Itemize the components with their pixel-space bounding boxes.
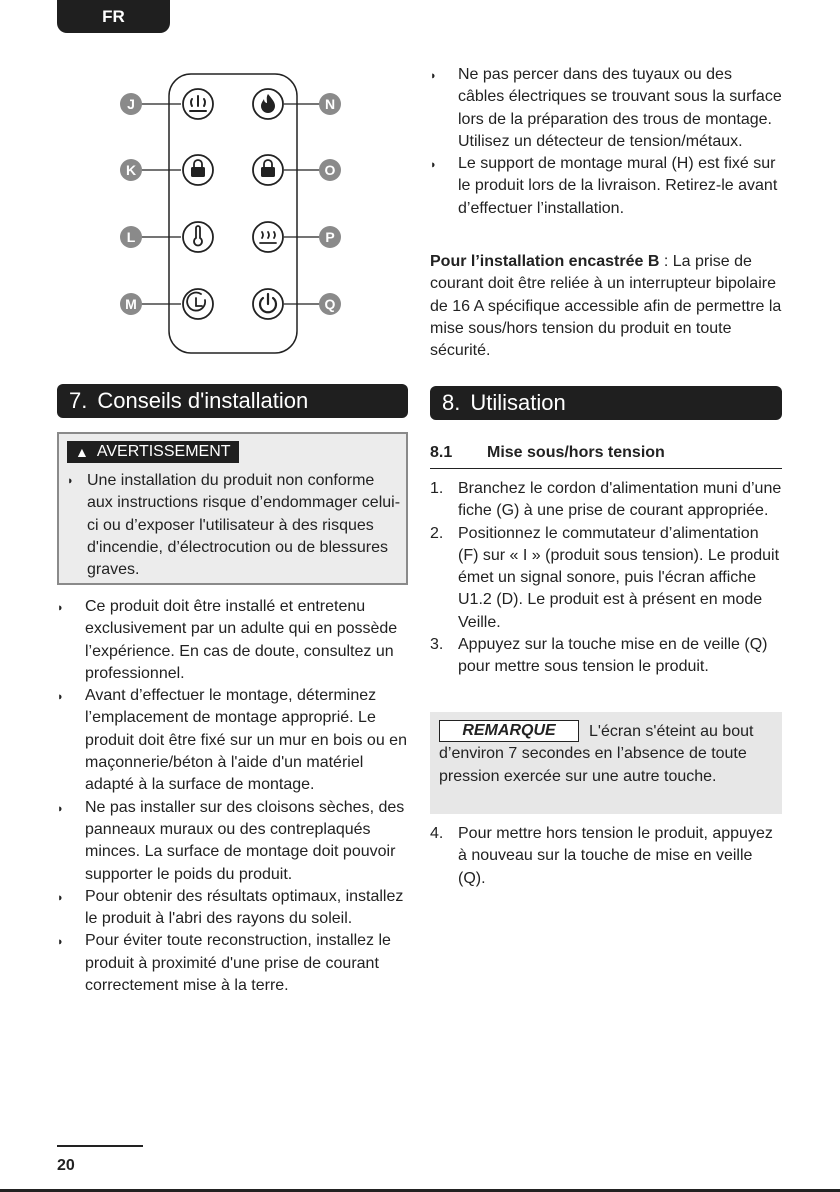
warning-text: ◗ Une installation du produit non conforme aux instructions risque d’endommager celui-ci ou d’exposer l'utilisateur à des risques d'incendie, d’électrocution ou de blessures graves. <box>67 472 401 579</box>
list-item: 4. Pour mettre hors tension le produit, appuyez à nouveau sur la touche de mise en veille (Q). <box>430 825 773 887</box>
label-m: M <box>125 296 137 312</box>
list-item: ◗ Ne pas installer sur des cloisons sèches, des panneaux muraux ou des contreplaqués minces. La surface de montage doit pouvoir supporter le poids du produit. <box>57 798 405 883</box>
subsection-title: Mise sous/hors tension <box>487 444 665 461</box>
steps-list-continued <box>430 823 782 890</box>
section-8-header <box>430 386 782 420</box>
label-o: O <box>324 162 336 178</box>
label-n: N <box>324 96 336 112</box>
list-item: ◗ Avant d’effectuer le montage, déterminez l’emplacement de montage approprié. Le produit doit être fixé sur un mur en bois ou en maçonnerie/béton à l'aide d'un matériel adapté à la surface de montage. <box>57 687 407 794</box>
footer-rule <box>57 1145 143 1147</box>
warning-icon: ▲ <box>75 444 89 460</box>
list-item: ◗ Ce produit doit être installé et entretenu exclusivement par un adulte qui en possède l’expérience. En cas de doute, consultez un professionnel. <box>57 598 398 682</box>
label-q: Q <box>324 296 336 312</box>
label-p: P <box>325 229 335 245</box>
list-item: 3. Appuyez sur la touche mise en de veille (Q) pour mettre sous tension le produit. <box>430 636 768 676</box>
subsection-heading <box>430 444 782 469</box>
list-item: 2. Positionnez le commutateur d’alimentation (F) sur « I » (produit sous tension). Le produit émet un signal sonore, puis l'écran affiche U1.2 (D). Le produit est à présent en mode Veille. <box>430 524 780 631</box>
note-box <box>430 712 782 814</box>
warning-box <box>57 432 408 585</box>
page-number: 20 <box>57 1157 75 1174</box>
section-number: 7. <box>69 388 88 413</box>
section-7-bullets <box>57 596 408 997</box>
section-number: 8. <box>442 390 461 415</box>
note-label: REMARQUE <box>439 720 579 742</box>
recessed-install-text: : La prise de courant doit être reliée à un interrupteur bipolaire de 16 A spécifique accessible afin de permettre la mise sous/hors tension du produit en toute sécurité. <box>430 253 782 360</box>
list-item: ◗ Pour éviter toute reconstruction, installez le produit à proximité d'une prise de courant correctement mise à la terre. <box>57 932 391 995</box>
recessed-install-heading: Pour l’installation encastrée B <box>430 253 660 270</box>
subsection-number: 8.1 <box>430 444 453 461</box>
list-item: 1. Branchez le cordon d'alimentation muni d’une fiche (G) à une prise de courant appropriée. <box>430 480 782 520</box>
section-7-header <box>57 384 408 418</box>
label-k: K <box>125 162 137 178</box>
warning-label <box>67 441 239 463</box>
section-title: Conseils d'installation <box>97 388 309 413</box>
right-top-bullets <box>430 64 782 220</box>
steps-list <box>430 478 782 679</box>
remote-control-diagram <box>0 0 420 370</box>
section-title: Utilisation <box>470 390 566 415</box>
list-item: ◗ Pour obtenir des résultats optimaux, installez le produit à l'abri des rayons du soleil. <box>57 887 404 928</box>
note-text: L'écran s'éteint au bout d’environ 7 secondes en l’absence de toute pression exercée sur une autre touche. <box>439 723 754 785</box>
label-l: L <box>126 229 136 245</box>
warning-label-text: AVERTISSEMENT <box>96 443 231 460</box>
list-item: ◗ Ne pas percer dans des tuyaux ou des câbles électriques se trouvant sous la surface lors de la préparation des trous de montage. Utilisez un détecteur de tension/métaux. <box>430 66 782 150</box>
recessed-install-paragraph <box>430 251 782 362</box>
list-item: ◗ Le support de montage mural (H) est fixé sur le produit lors de la livraison. Retirez-le avant d’effectuer l’installation. <box>430 155 778 217</box>
language-label: FR <box>102 6 125 26</box>
label-j: J <box>127 96 135 112</box>
